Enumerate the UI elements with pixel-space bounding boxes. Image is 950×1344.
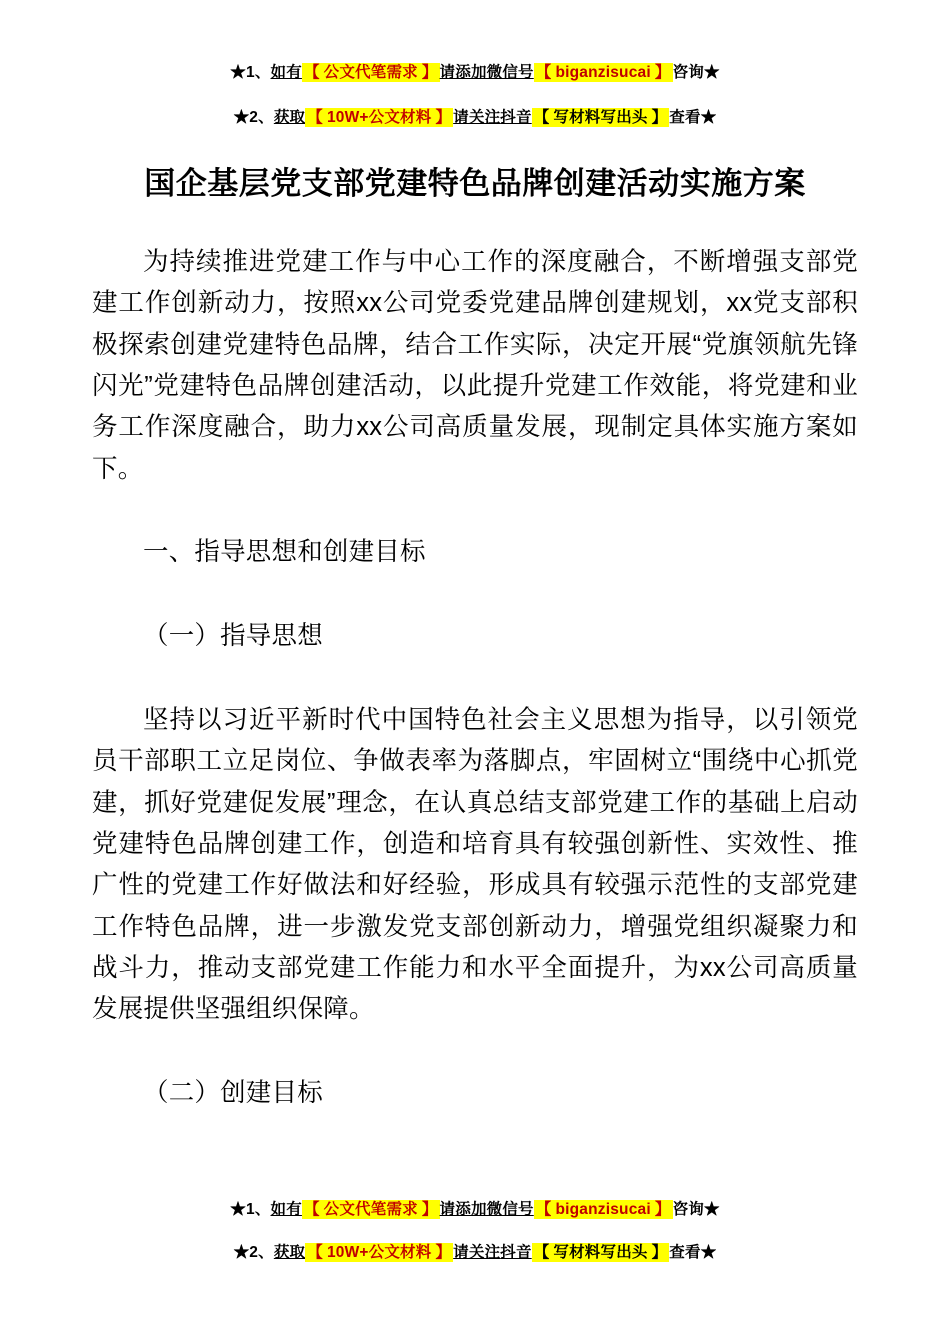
promo-text-before: 获取 xyxy=(273,109,306,127)
star-icon-right: ★ xyxy=(704,1200,720,1218)
promo-bracket-left: 【 xyxy=(303,1200,320,1218)
star-icon: ★ xyxy=(233,109,250,127)
page-spacer xyxy=(92,1140,858,1198)
promo-bracket-left-2: 【 xyxy=(535,64,552,81)
promo-banner-top-1 xyxy=(92,61,858,84)
promo-text-before: 如有 xyxy=(270,64,302,81)
promo-bracket-right: 】 xyxy=(435,1243,452,1261)
promo-highlight-wechat-id: biganzisucai xyxy=(555,1200,651,1218)
promo-text-after: 咨询 xyxy=(672,64,704,81)
promo-text-mid-2: 抖音 xyxy=(500,1243,532,1261)
promo-text-before: 如有 xyxy=(270,1200,302,1218)
star-icon: ★ xyxy=(230,1200,246,1218)
promo-highlight-materials: 10W+公文材料 xyxy=(326,109,432,127)
promo-bracket-left-2: 【 xyxy=(533,109,550,127)
star-icon-right: ★ xyxy=(700,109,717,127)
promo-number: 2、 xyxy=(249,1243,274,1261)
promo-text-mid: 请关注 xyxy=(453,109,501,127)
promo-text-after: 查看 xyxy=(669,1243,701,1261)
promo-banner-bottom-1 xyxy=(92,1198,858,1221)
promo-highlight-douyin-id: 写材料写出头 xyxy=(553,109,648,127)
promo-highlight-douyin-id: 写材料写出头 xyxy=(553,1243,648,1261)
promo-banner-bottom-2 xyxy=(92,1241,858,1264)
promo-text-mid: 请添加微信号 xyxy=(439,1200,534,1218)
promo-text-after: 查看 xyxy=(669,109,701,127)
promo-number: 2、 xyxy=(249,109,274,127)
promo-text-before: 获取 xyxy=(273,1243,306,1261)
promo-text-mid: 请添加微信号 xyxy=(439,64,534,81)
promo-bracket-left: 【 xyxy=(307,1243,323,1261)
promo-bracket-left-2: 【 xyxy=(535,1200,552,1218)
promo-bracket-left: 【 xyxy=(303,64,320,81)
promo-text-mid-2: 抖音 xyxy=(500,109,532,127)
promo-number: 1、 xyxy=(246,1200,271,1218)
subsection-heading-1-1: （一）指导思想 xyxy=(143,622,323,651)
promo-bracket-right-2: 】 xyxy=(654,1200,671,1218)
star-icon-right: ★ xyxy=(704,64,720,81)
promo-bracket-right-2: 】 xyxy=(651,1243,668,1261)
promo-bracket-left-2: 【 xyxy=(533,1243,550,1261)
promo-highlight-wechat-id: biganzisucai xyxy=(555,64,651,81)
promo-text-mid: 请关注 xyxy=(453,1243,501,1261)
promo-text-after: 咨询 xyxy=(672,1200,704,1218)
promo-bracket-right-2: 】 xyxy=(654,64,671,81)
promo-bracket-left: 【 xyxy=(307,109,323,127)
page-title: 国企基层党支部党建特色品牌创建活动实施方案 xyxy=(144,165,806,201)
subsection-heading-1-2: （二）创建目标 xyxy=(143,1078,323,1107)
promo-bracket-right-2: 】 xyxy=(651,109,668,127)
star-icon-right: ★ xyxy=(700,1243,717,1261)
promo-highlight-materials: 10W+公文材料 xyxy=(326,1243,432,1261)
star-icon: ★ xyxy=(230,64,246,81)
section-heading-1: 一、指导思想和创建目标 xyxy=(143,538,426,567)
promo-banner-top-2 xyxy=(92,106,858,129)
promo-bracket-right: 】 xyxy=(421,64,438,81)
promo-number: 1、 xyxy=(246,64,271,81)
star-icon: ★ xyxy=(233,1243,250,1261)
promo-bracket-right: 】 xyxy=(421,1200,438,1218)
paragraph-guiding-ideology: 坚持以习近平新时代中国特色社会主义思想为指导，以引领党员干部职工立足岗位、争做表率为落脚点，牢固树立“围绕中心抓党建，抓好党建促发展”理念，在认真总结支部党建工作的基础上启动党建特色品牌创建工作，创造和培育具有较强创新性、实效性、推广性的党建工作好做法和好经验，形成具有较强示范性的支部党建工作特色品牌，进一步激发党支部创新动力，增强党组织凝聚力和战斗力，推动支部党建工作能力和水平全面提升，为xx公司高质量发展提供坚强组织保障。 xyxy=(92,706,858,1024)
promo-highlight-service: 公文代笔需求 xyxy=(323,1200,418,1218)
promo-highlight-service: 公文代笔需求 xyxy=(323,64,418,81)
promo-bracket-right: 】 xyxy=(435,109,452,127)
paragraph-intro: 为持续推进党建工作与中心工作的深度融合，不断增强支部党建工作创新动力，按照xx公司党委党建品牌创建规划，xx党支部积极探索创建党建特色品牌，结合工作实际，决定开展“党旗领航先锋闪光”党建特色品牌创建活动，以此提升党建工作效能，将党建和业务工作深度融合，助力xx公司高质量发展，现制定具体实施方案如下。 xyxy=(92,248,858,483)
